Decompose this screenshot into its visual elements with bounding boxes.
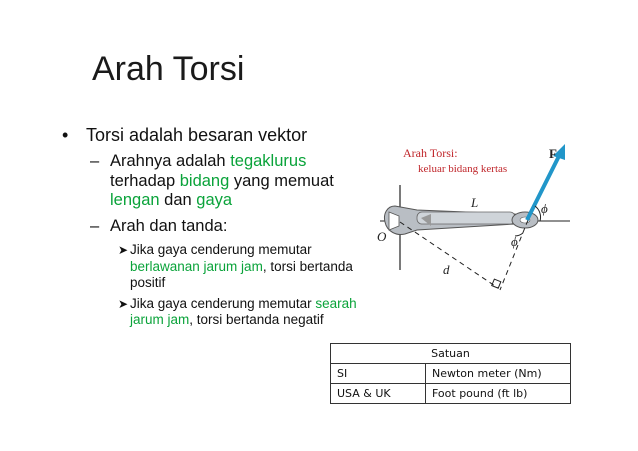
units-table [330,343,571,404]
text-part: terhadap [110,171,180,190]
origin-label: O [377,229,387,244]
highlight-tegaklurus: tegaklurus [230,152,307,170]
diagram-label-line2: keluar bidang kertas [418,163,508,175]
dash-icon: – [90,152,100,170]
table-header-row [331,344,571,364]
bullet-list [62,124,362,333]
arrow-bullet-icon: ➤ [118,243,129,257]
distance-label: d [443,262,450,277]
highlight-cw: searah jarum jam [130,295,357,327]
angle-label-top: ϕ [541,201,548,216]
highlight-ccw: berlawanan jarum jam [130,258,263,274]
highlight-lengan: lengan [110,191,160,209]
wrench-torque-diagram [365,140,590,320]
table-cell-system: USA & UK [331,384,426,404]
slide-title: Arah Torsi [92,50,245,88]
sub-bullet-sign [90,217,362,237]
length-label: L [471,195,479,210]
table-header: Satuan [331,344,571,364]
force-label: F [549,146,557,161]
wrench-icon [384,206,538,235]
highlight-bidang: bidang [179,171,230,190]
item-negative [118,296,362,329]
table-cell-unit: Foot pound (ft lb) [426,384,571,404]
text-part: dan [159,191,197,209]
diagram-label-line1: Arah Torsi: [403,146,458,160]
table-cell-system: SI [331,364,426,384]
text-part: Jika gaya cenderung memutar [130,242,312,257]
highlight-gaya: gaya [196,191,233,209]
arrow-bullet-icon: ➤ [118,296,129,311]
text-part: , torsi bertanda negatif [189,312,324,327]
table-cell-unit: Newton meter (Nm) [426,364,571,384]
table-row [331,384,571,404]
table-row [331,364,571,384]
angle-label-bottom: ϕ [511,234,518,249]
text-part: Jika gaya cenderung memutar [130,295,316,311]
bullet-main [62,124,362,146]
dash-icon: – [90,216,100,235]
lever-arm-line [400,222,498,288]
text-part: yang memuat [229,171,334,190]
right-angle-marker [492,279,501,288]
item-positive [118,242,362,292]
text-part: Arahnya adalah [110,152,231,170]
line-of-action [500,220,528,290]
bullet-main-text: Torsi adalah besaran vektor [86,125,308,145]
sub-bullet-sign-text: Arah dan tanda: [110,216,228,235]
sub-bullet-direction [90,152,362,211]
bullet-dot-icon: • [62,125,69,145]
text-part: , torsi bertanda positif [130,258,353,290]
